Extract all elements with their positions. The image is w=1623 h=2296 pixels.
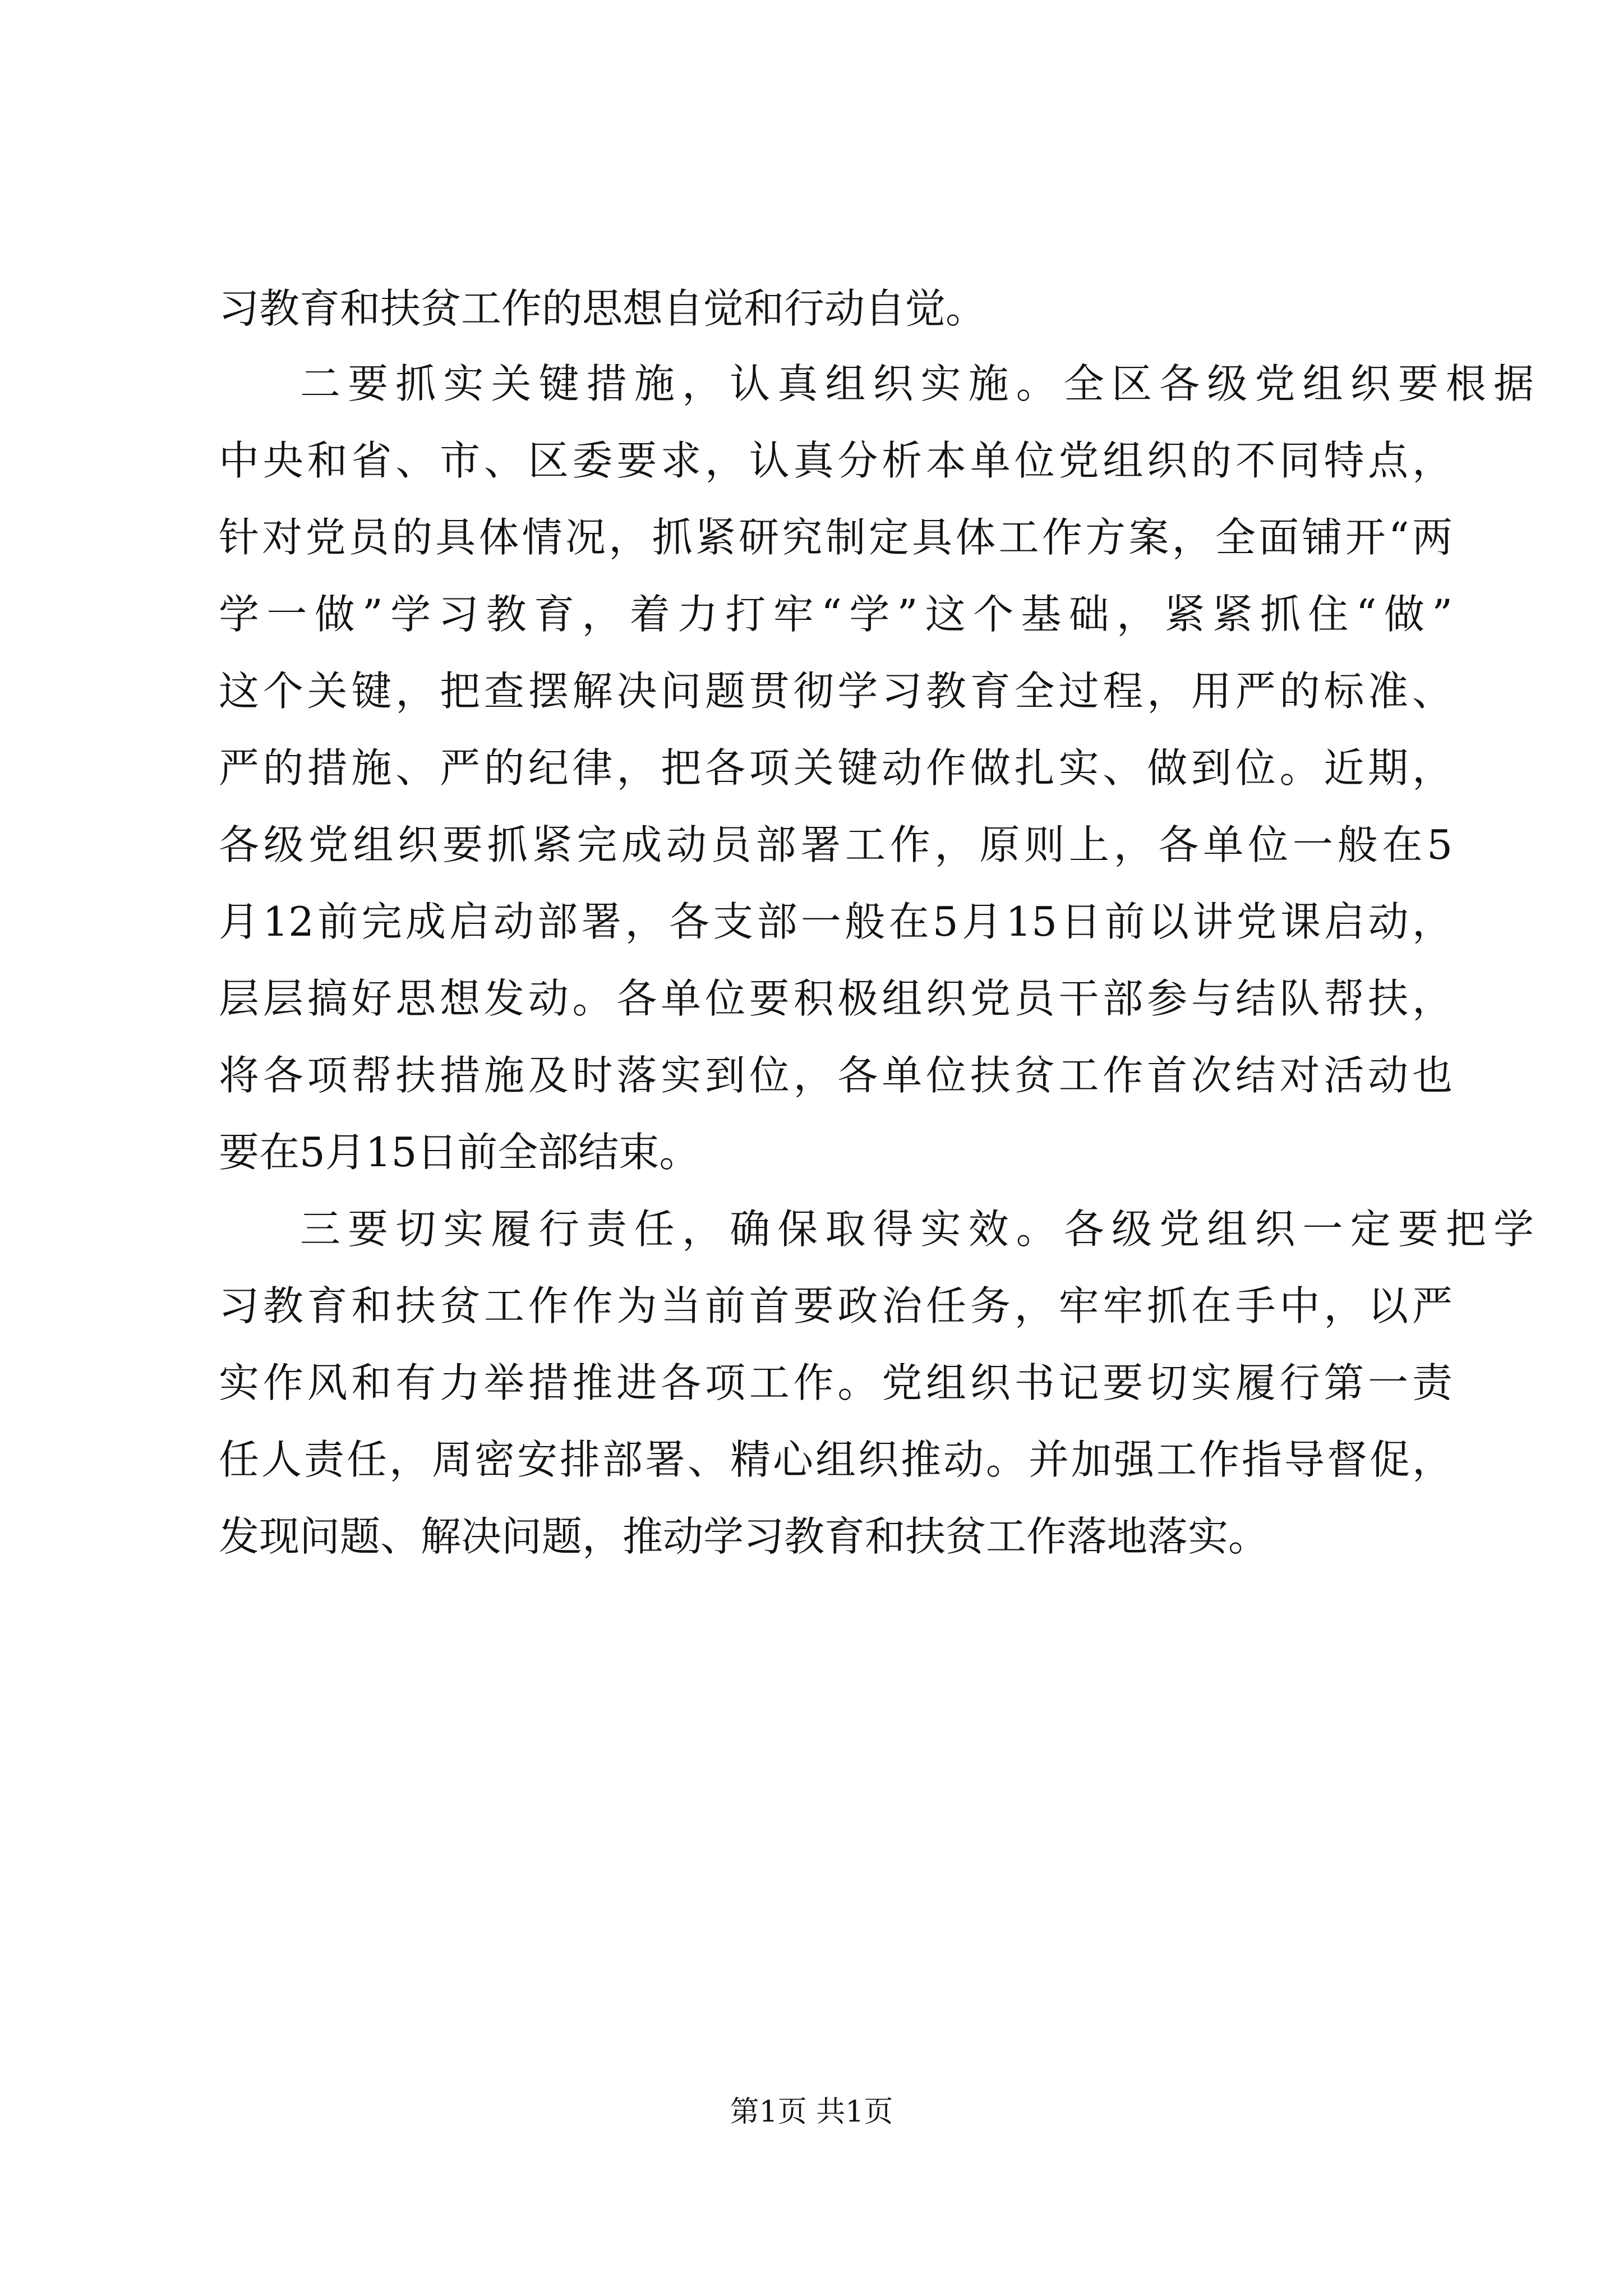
paragraph-start-line: 三要切实履行责任，确保取得实效。各级党组织一定要把学 xyxy=(300,1205,1534,1253)
text-line: 将各项帮扶措施及时落实到位，各单位扶贫工作首次结对活动也 xyxy=(219,1052,1453,1099)
text-line: 要在5月15日前全部结束。 xyxy=(219,1129,700,1176)
text-line: 月12前完成启动部署，各支部一般在5月15日前以讲党课启动， xyxy=(219,898,1453,945)
text-line: 学一做”学习教育，着力打牢“学”这个基础，紧紧抓住“做” xyxy=(219,591,1453,638)
text-line: 各级党组织要抓紧完成动员部署工作，原则上，各单位一般在5 xyxy=(219,821,1453,868)
text-line: 这个关键，把查摆解决问题贯彻学习教育全过程，用严的标准、 xyxy=(219,668,1453,715)
text-line: 发现问题、解决问题，推动学习教育和扶贫工作落地落实。 xyxy=(219,1513,1269,1560)
text-line: 层层搞好思想发动。各单位要积极组织党员干部参与结队帮扶， xyxy=(219,975,1453,1022)
text-line: 习教育和扶贫工作的思想自觉和行动自觉。 xyxy=(219,285,986,332)
page-number-footer: 第1页 共1页 xyxy=(730,2095,893,2129)
text-line: 针对党员的具体情况，抓紧研究制定具体工作方案，全面铺开“两 xyxy=(219,514,1453,561)
text-line: 实作风和有力举措推进各项工作。党组织书记要切实履行第一责 xyxy=(219,1359,1453,1406)
text-line: 严的措施、严的纪律，把各项关键动作做扎实、做到位。近期， xyxy=(219,744,1453,792)
text-line: 中央和省、市、区委要求，认真分析本单位党组织的不同特点， xyxy=(219,437,1453,484)
text-line: 任人责任，周密安排部署、精心组织推动。并加强工作指导督促， xyxy=(219,1436,1453,1483)
text-line: 习教育和扶贫工作作为当前首要政治任务，牢牢抓在手中，以严 xyxy=(219,1282,1453,1329)
paragraph-start-line: 二要抓实关键措施，认真组织实施。全区各级党组织要根据 xyxy=(300,360,1534,407)
